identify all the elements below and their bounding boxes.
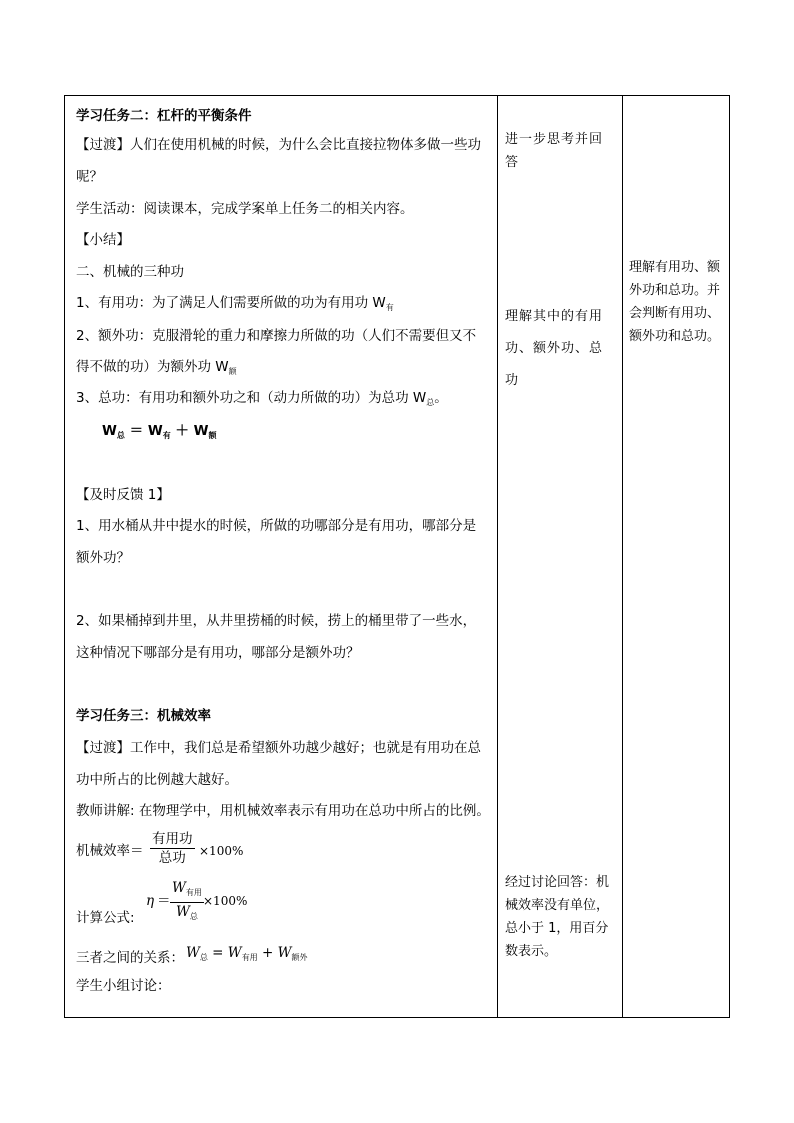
useful-work-text: 1、有用功：为了满足人们需要所做的功为有用功 W [76,295,386,311]
extra-work-line1: 2、额外功：克服滑轮的重力和摩擦力所做的功（人们不需要但又不 [76,328,477,344]
column-divider-1 [497,96,498,1017]
middle-note-answer: 经过讨论回答：机械效率没有单位，总小于 1，用百分数表示。 [505,875,610,959]
feedback-label: 【及时反馈 1】 [76,487,170,503]
student-activity: 学生活动：阅读课本，完成学案单上任务二的相关内容。 [76,201,414,217]
formula-plus: ＋ [170,423,194,439]
formula-w-useful: W [147,423,163,439]
eta-num-w: W [172,880,186,896]
lesson-table [64,95,730,1018]
rel-sub-total: 总 [199,953,208,962]
eta-numerator [170,879,204,903]
relation-formula [186,943,307,968]
group-discussion: 学生小组讨论： [76,978,171,994]
column-divider-2 [622,96,623,1017]
rel-sub-extra: 额外 [291,953,308,962]
efficiency-fraction [150,830,195,867]
rel-equals: = [207,945,228,961]
extra-work-line2 [76,357,237,382]
question1-line2: 额外功？ [76,550,130,566]
formula-w-total: W [102,423,117,439]
efficiency-percent: ×100% [199,844,244,858]
middle-note-think: 进一步思考并回答 [505,132,604,170]
eta-percent: ×100% [203,894,248,908]
transition1-line1: 【过渡】人们在使用机械的时候，为什么会比直接拉物体多做一些功 [76,137,481,153]
formula-sub-useful: 有 [162,431,171,440]
eta-equals: ＝ [157,893,171,909]
right-goal: 理解有用功、额外功和总功。并会判断有用功、额外功和总功。 [629,260,721,344]
rel-sub-useful: 有用 [241,953,258,962]
formula-w-extra: W [193,423,209,439]
eta-den-sub: 总 [189,912,198,921]
total-work-sub: 总 [426,398,435,407]
rel-w-total: W [186,945,200,961]
efficiency-numerator: 有用功 [152,831,193,847]
transition2-line2: 功中所占的比例越大越好。 [76,772,238,788]
middle-note-understand: 理解其中的有用功、额外功、总功 [505,309,604,388]
task2-heading: 学习任务二：杠杆的平衡条件 [76,108,252,124]
rel-plus: + [257,945,278,961]
transition1-line2: 呢？ [76,169,103,185]
summary-label: 【小结】 [76,232,130,248]
eta-fraction [170,879,204,926]
eta-denominator [170,903,204,926]
task3-heading: 学习任务三：机械效率 [76,708,211,724]
total-work-line [76,388,448,413]
calc-label: 计算公式: [76,910,135,926]
relation-label: 三者之间的关系： [76,950,184,966]
efficiency-denominator: 总功 [158,850,186,866]
eta-symbol: η [146,893,155,909]
formula-equals: ＝ [124,423,148,439]
transition2-line1: 【过渡】工作中，我们总是希望额外功越少越好；也就是有用功在总 [76,740,481,756]
useful-work-sub: 有 [385,303,394,312]
question2-line1: 2、如果桶掉到井里，从井里捞桶的时候，捞上的桶里带了一些水， [76,613,477,629]
section-title: 二、机械的三种功 [76,264,184,280]
rel-w-extra: W [277,945,292,961]
total-work-text: 3、总功：有用功和额外功之和（动力所做的功）为总功 W [76,390,427,406]
eta-num-sub: 有用 [185,888,202,897]
teacher-explanation: 教师讲解: 在物理学中，用机械效率表示有用功在总功中所占的比例。 [76,803,490,819]
extra-work-sub: 额 [228,367,237,376]
rel-w-useful: W [227,945,242,961]
efficiency-label: 机械效率＝ [76,843,144,859]
formula-sub-total: 总 [116,431,125,440]
total-work-end: 。 [434,390,448,406]
work-sum-formula [102,421,217,446]
extra-work-text: 得不做的功）为额外功 W [76,359,229,375]
question2-line2: 这种情况下哪部分是有用功，哪部分是额外功？ [76,645,360,661]
eta-den-w: W [176,904,190,920]
useful-work-line [76,293,394,318]
formula-sub-extra: 额 [208,431,217,440]
question1-line1: 1、用水桶从井中提水的时候，所做的功哪部分是有用功，哪部分是 [76,518,477,534]
